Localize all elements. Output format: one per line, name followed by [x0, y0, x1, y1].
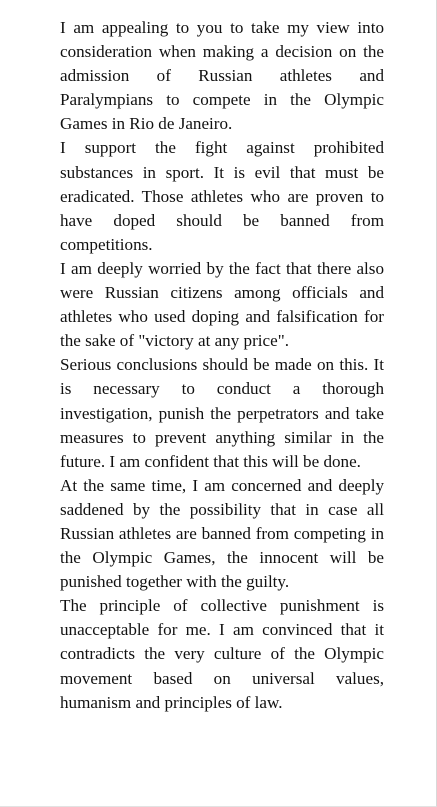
- paragraph-innocent-punished: At the same time, I am concerned and deeply saddened by the possibility that in case all Russian athletes are banned from competing in the Olympic Games, the innocent will be punished together with the guilty.: [60, 475, 384, 592]
- paragraph-appeal: I am appealing to you to take my view into consideration when making a decision on the admission of Russian athletes and Paralympians to compete in the Olympic Games in Rio de Janeiro.: [60, 18, 384, 134]
- paragraph-collective-punishment: The principle of collective punishment is unacceptable for me. I am convinced that it contradicts the very culture of the Olympic movement based on universal values, humanism and principles of law.: [60, 596, 384, 712]
- letter-body: [60, 16, 384, 715]
- paragraph-anti-doping-support: I support the fight against prohibited substances in sport. It is evil that must be eradicated. Those athletes who are proven to have doped should be banned from competitions.: [60, 138, 384, 254]
- paragraph-investigation: Serious conclusions should be made on this. It is necessary to conduct a thorough investigation, punish the perpetrators and take measures to prevent anything similar in the future. I am confident that this will be done.: [60, 355, 384, 471]
- paragraph-concern-officials: I am deeply worried by the fact that there also were Russian citizens among officials and athletes who used doping and falsification for the sake of "victory at any price".: [60, 258, 384, 351]
